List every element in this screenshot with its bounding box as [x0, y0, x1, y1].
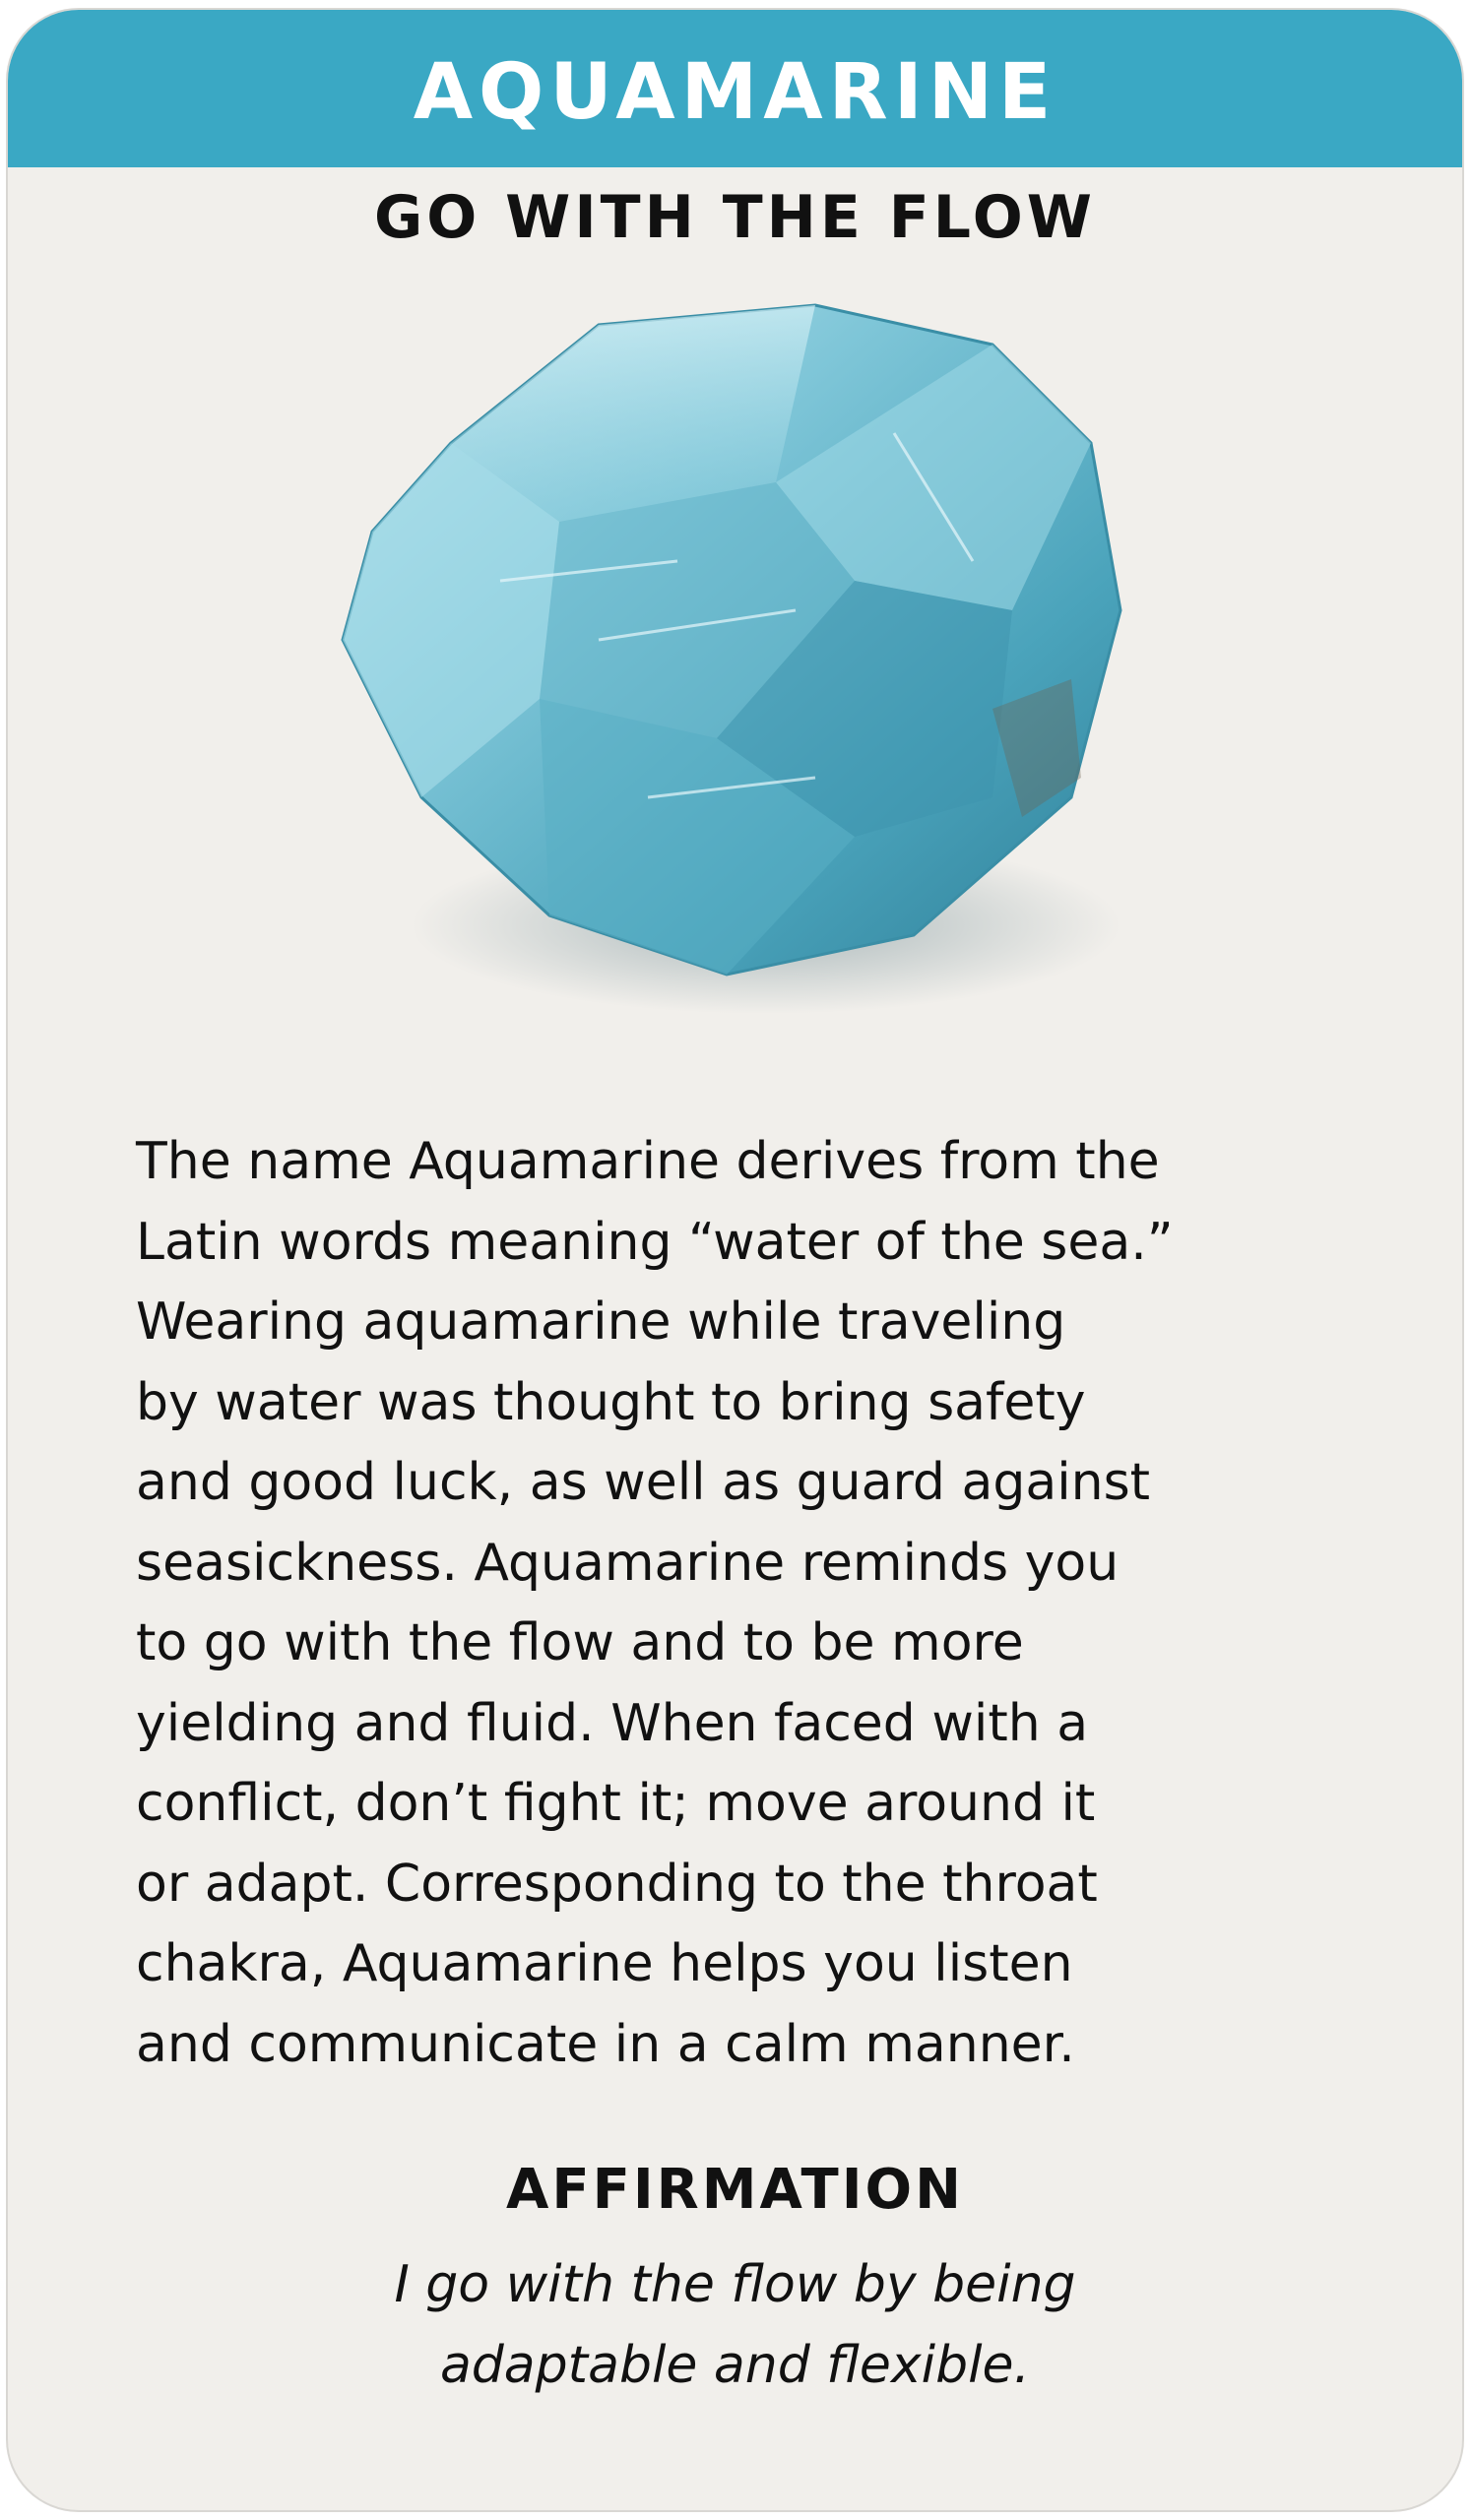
affirmation-line: I go with the flow by being: [394, 2255, 1076, 2314]
affirmation-line: adaptable and flexible.: [439, 2336, 1031, 2395]
description-text: [136, 1122, 1347, 2085]
description-line: and communicate in a calm manner.: [136, 2014, 1075, 2074]
card-subtitle: GO WITH THE FLOW: [374, 183, 1096, 252]
affirmation-heading: AFFIRMATION: [505, 2158, 965, 2222]
description-line: Latin words meaning “water of the sea.”: [136, 1212, 1174, 1272]
description-line: by water was thought to bring safety: [136, 1372, 1086, 1432]
description-line: to go with the flow and to be more: [136, 1613, 1024, 1672]
affirmation-text: [8, 2244, 1462, 2406]
description-line: The name Aquamarine derives from the: [136, 1132, 1160, 1191]
crystal-illustration: [303, 285, 1189, 1053]
description-line: chakra, Aquamarine helps you listen: [136, 1934, 1073, 1993]
description-line: and good luck, as well as guard against: [136, 1453, 1151, 1512]
description-line: Wearing aquamarine while traveling: [136, 1292, 1066, 1352]
card-title: AQUAMARINE: [413, 48, 1057, 137]
title-banner: [8, 10, 1462, 167]
description-line: yielding and fluid. When faced with a: [136, 1693, 1089, 1753]
oracle-card: [8, 10, 1462, 2510]
description-line: or adapt. Corresponding to the throat: [136, 1854, 1098, 1914]
description-line: seasickness. Aquamarine reminds you: [136, 1533, 1120, 1593]
aquamarine-crystal-image: [303, 285, 1189, 1053]
description-line: conflict, don’t fight it; move around it: [136, 1774, 1096, 1833]
